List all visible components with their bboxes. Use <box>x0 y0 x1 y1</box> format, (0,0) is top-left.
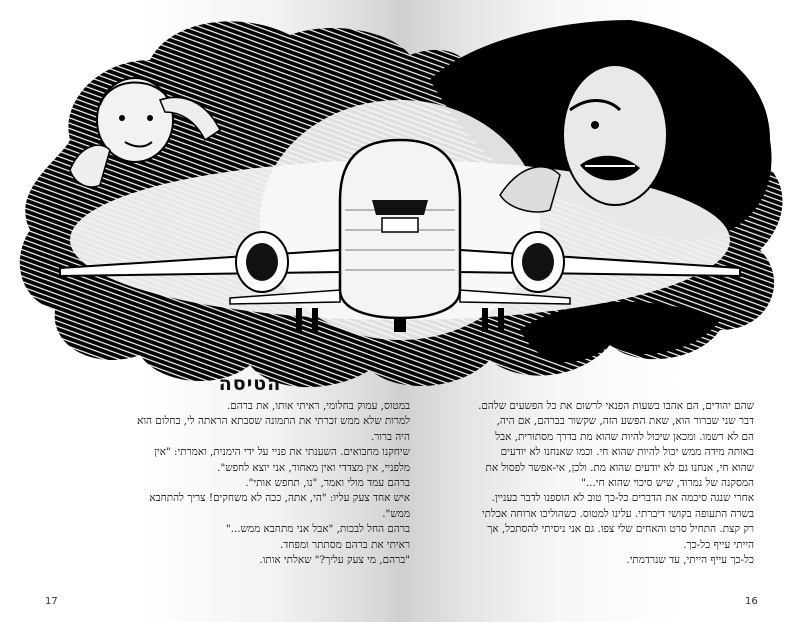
text-line: כל-כך עייף הייתי, עד שנרדמתי. <box>626 554 754 567</box>
left-page-text <box>137 399 410 568</box>
text-line: ראיתי את ברהם מסתתר ומפחד. <box>279 538 410 551</box>
text-line: הם לא רשמו. ומכאן שיכול להיות שהוא מת בדרך מסתורית, אבל <box>495 430 754 443</box>
text-line: רק קצת. התחיל סרט והאחים שלי צפו. גם אני ניסיתי להסתכל, אך <box>487 523 754 536</box>
text-line: הייתי עייף כל-כך. <box>683 538 754 551</box>
text-line: אחרי שנגה סיכמה את הדברים כל-כך טוב לא הוספנו לדבר בעניין. <box>491 492 754 505</box>
page-number-left: 17 <box>45 596 58 607</box>
text-line: דבר שני שברור הוא, שאת הפשע הזה, שקשור בברהם, אם היה, <box>496 415 754 428</box>
text-line: למרות שלא ממש זכרתי את התמונה שסבתא הראתה לי, בחלום הוא <box>137 415 410 428</box>
text-line: "ברהם, מי צעק עליך?" שאלתי אותו. <box>259 554 410 567</box>
text-line: באותה מידה ממש יכול להיות שהוא חי. וכמו שאנחנו לא יודעים <box>500 446 754 459</box>
text-line: ברהם החל לבכות, "אבל אני מתחבא ממש..." <box>225 523 410 536</box>
page-number-right: 16 <box>745 596 758 607</box>
chapter-title: הטיסה <box>218 373 282 395</box>
text-line: איש אחד צעק עליו: "הי, אתה, ככה לא משחקים! צריך להתחבא <box>149 492 410 505</box>
text-line: ברהם עמד מולי ואמר, "נו, תחפש אותי". <box>245 477 410 490</box>
text-line: מלפניי, אין מצדדי ואין מאחור, אני יוצא לחפש". <box>217 461 410 474</box>
text-line: שהם יהודים, הם אהבו בשעות הפנאי לרשום את כל הפשעים שלהם. <box>478 400 754 412</box>
text-line: המסקנה של נמרוד, שיש סיכוי שהוא חי..." <box>581 477 754 490</box>
text-line: ממש". <box>382 507 410 520</box>
text-line: היה ברור. <box>370 430 410 443</box>
text-line: שהוא חי, אנחנו גם לא יודעים שהוא מת. ולכן, אי-אפשר לפסול את <box>485 461 754 474</box>
right-page-text <box>458 399 754 568</box>
text-line: בשרה התעופה בקושי דיברתי. עלינו למטוס. כשהוליכו ארוחה אכלתי <box>481 507 754 520</box>
text-line: שיחקנו מחבואים. השענתי את פניי על ידי הימנית, ואמרתי: "אין <box>154 446 410 459</box>
text-line: במטוס, עמוק בחלומי, ראיתי אותו, את ברהם. <box>226 400 410 412</box>
